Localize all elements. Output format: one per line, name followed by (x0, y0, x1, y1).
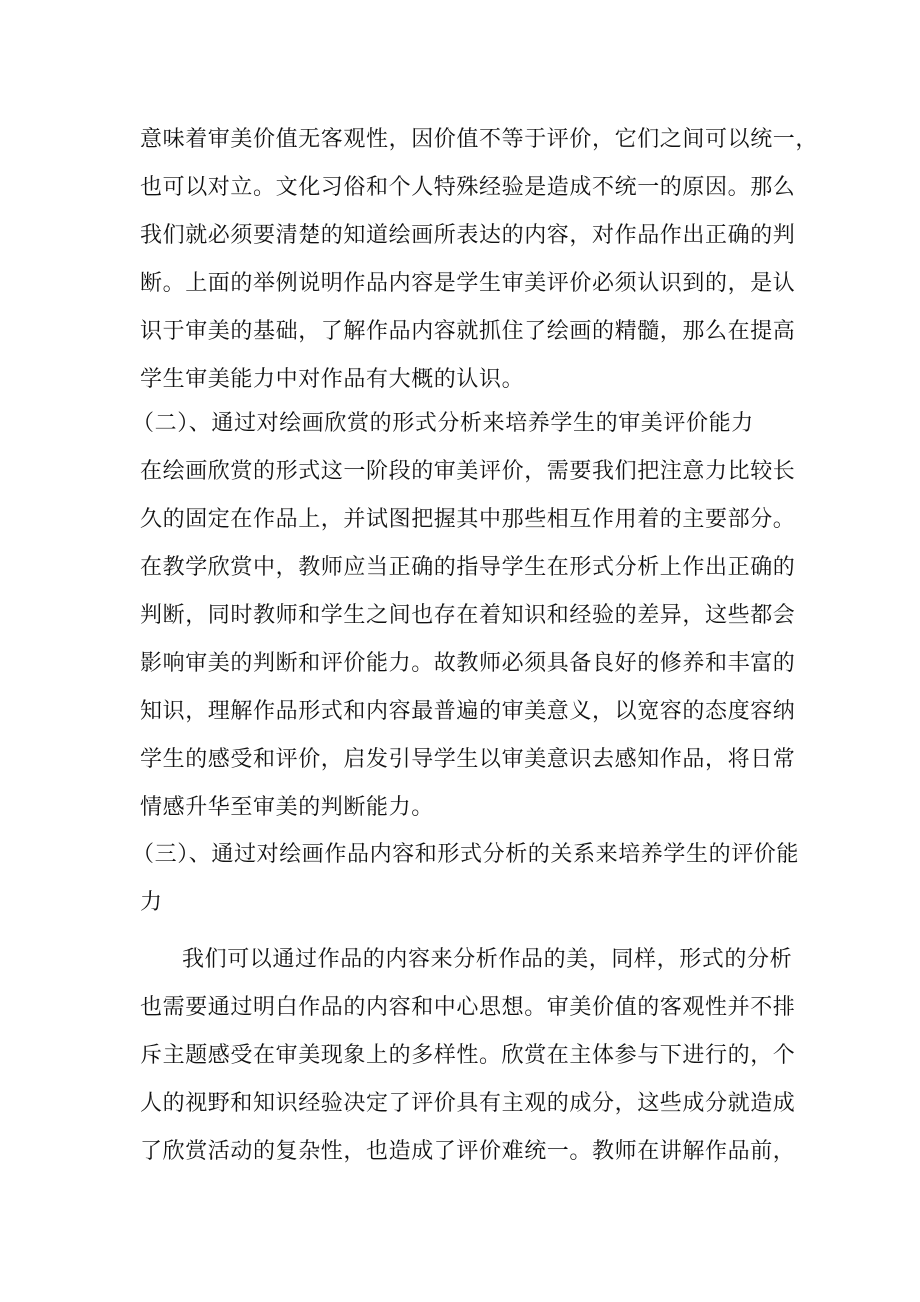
paragraph1-line-2: 也可以对立。文化习俗和个人特殊经验是造成不统一的原因。那么 (140, 175, 796, 200)
paragraph2-line-7: 学生的感受和评价，启发引导学生以审美意识去感知作品，将日常 (140, 747, 796, 772)
paragraph3-line-4: 人的视野和知识经验决定了评价具有主观的成分，这些成分就造成 (140, 1091, 796, 1116)
paragraph2-line-4: 判断，同时教师和学生之间也存在着知识和经验的差异，这些都会 (140, 603, 796, 628)
paragraph1-line-4: 断。上面的举例说明作品内容是学生审美评价必须认识到的，是认 (140, 271, 796, 296)
section-heading-2: （二）、通过对绘画欣赏的形式分析来培养学生的审美评价能力 (132, 411, 754, 436)
paragraph1-line-1: 意味着审美价值无客观性，因价值不等于评价，它们之间可以统一， (140, 127, 819, 152)
paragraph2-line-1: 在绘画欣赏的形式这一阶段的审美评价，需要我们把注意力比较长 (140, 459, 796, 484)
section-heading-3-line-1: （三）、通过对绘画作品内容和形式分析的关系来培养学生的评价能 (132, 842, 800, 867)
paragraph3-line-2: 也需要通过明白作品的内容和中心思想。审美价值的客观性并不排 (140, 995, 796, 1020)
paragraph3-line-3: 斥主题感受在审美现象上的多样性。欣赏在主体参与下进行的，个 (140, 1043, 796, 1068)
paragraph1-line-5: 识于审美的基础，了解作品内容就抓住了绘画的精髓，那么在提高 (140, 319, 796, 344)
paragraph1-line-3: 我们就必须要清楚的知道绘画所表达的内容，对作品作出正确的判 (140, 223, 796, 248)
paragraph3-line-5: 了欣赏活动的复杂性，也造成了评价难统一。教师在讲解作品前， (140, 1139, 796, 1164)
paragraph2-line-5: 影响审美的判断和评价能力。故教师必须具备良好的修养和丰富的 (140, 651, 796, 676)
paragraph2-line-2: 久的固定在作品上，并试图把握其中那些相互作用着的主要部分。 (140, 507, 796, 532)
paragraph2-line-3: 在教学欣赏中，教师应当正确的指导学生在形式分析上作出正确的 (140, 555, 796, 580)
paragraph1-line-6: 学生审美能力中对作品有大概的认识。 (140, 367, 525, 392)
paragraph2-line-6: 知识，理解作品形式和内容最普遍的审美意义，以宽容的态度容纳 (140, 699, 796, 724)
section-heading-3-line-2: 力 (140, 890, 163, 915)
paragraph3-line-1: 我们可以通过作品的内容来分析作品的美，同样，形式的分析 (182, 947, 793, 972)
paragraph2-line-8: 情感升华至审美的判断能力。 (140, 795, 434, 820)
